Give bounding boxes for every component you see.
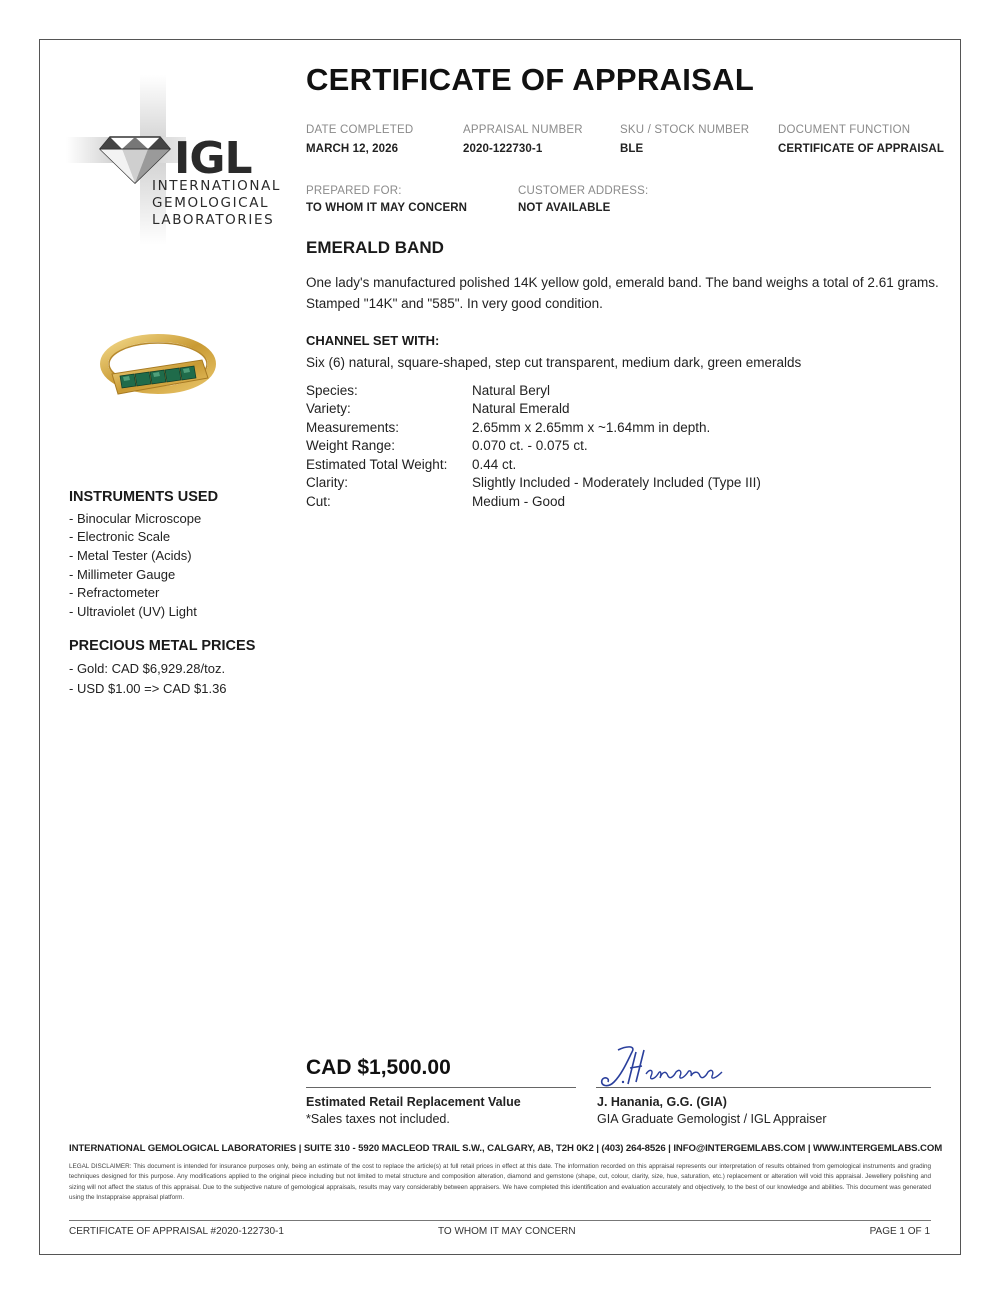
page-title: CERTIFICATE OF APPRAISAL [306,62,755,97]
spec-label: Clarity: [306,475,349,490]
spec-value: Slightly Included - Moderately Included (Type III) [472,475,761,490]
spec-value: 0.44 ct. [472,457,517,472]
appraisal-number-value: 2020-122730-1 [463,143,543,155]
logo-line: LABORATORIES [152,212,275,228]
setting-description: Six (6) natural, square-shaped, step cut transparent, medium dark, green emeralds [306,355,802,370]
metal-prices-heading: PRECIOUS METAL PRICES [69,638,256,654]
signature-rule [596,1087,931,1088]
footer-rule [69,1220,931,1221]
instrument-item: - Refractometer [69,585,160,600]
appraised-value: CAD $1,500.00 [306,1056,451,1079]
spec-label: Species: [306,383,358,398]
appraiser-title: GIA Graduate Gemologist / IGL Appraiser [597,1112,827,1126]
document-function-value: CERTIFICATE OF APPRAISAL [778,143,944,155]
date-completed-value: MARCH 12, 2026 [306,143,399,155]
spec-value: 2.65mm x 2.65mm x ~1.64mm in depth. [472,420,711,435]
instrument-item: - Binocular Microscope [69,511,202,526]
logo-line: INTERNATIONAL [152,178,282,194]
spec-value: Natural Beryl [472,383,551,398]
instrument-item: - Metal Tester (Acids) [69,548,192,563]
spec-label: Estimated Total Weight: [306,457,448,472]
metal-price-item: - USD $1.00 => CAD $1.36 [69,681,227,696]
spec-label: Weight Range: [306,438,396,453]
customer-address-label: CUSTOMER ADDRESS: [518,185,649,197]
instrument-item: - Electronic Scale [69,529,171,544]
spec-value: Natural Emerald [472,401,570,416]
logo-line: GEMOLOGICAL [152,195,270,211]
item-description: One lady's manufactured polished 14K yellow gold, emerald band. The band weighs a total of 2.61 grams. Stamped "14K" and "585". In very good condition. [306,275,939,311]
date-completed-label: DATE COMPLETED [306,124,414,136]
footer-page-number: PAGE 1 OF 1 [869,1226,930,1237]
logo-abbr: IGL [174,133,252,184]
legal-disclaimer: LEGAL DISCLAIMER: This document is intended for insurance purposes only, being an estimate of the cost to replace the article(s) at full retail prices in effect at this date. The information recorded on this appraisal represents our interpretation of results obtained from gemological instruments and grading techniques designed for this purpose. Any modifications applied to the original piece including but not limited to metal structure and composition alteration, diamond and gemstone (shape, cut, colour, clarity, size, hue, saturation, etc.) replacement or alteration will void this appraisal. Jewellery polishing and sizing will not affect the status of this appraisal. Due to the subjective nature of gemological appraisals, results may vary considerably between appraisers. We have completed this identification and evaluation accurately and objectively, to the best of our knowledge and abilities. This document was generated using the Instappraise appraisal platform. [69,1163,931,1202]
spec-label: Variety: [306,401,351,416]
instruments-heading: INSTRUMENTS USED [69,489,219,505]
sku-value: BLE [620,143,644,155]
prepared-for-value: TO WHOM IT MAY CONCERN [306,202,468,214]
appraisal-number-label: APPRAISAL NUMBER [463,124,583,136]
instrument-item: - Ultraviolet (UV) Light [69,604,197,619]
prepared-for-label: PREPARED FOR: [306,185,402,197]
emerald-band-image [96,322,226,412]
value-rule [306,1087,576,1088]
appraiser-signature [596,1042,736,1092]
item-heading: EMERALD BAND [306,238,444,257]
footer-certificate-number: CERTIFICATE OF APPRAISAL #2020-122730-1 [69,1226,284,1237]
sku-label: SKU / STOCK NUMBER [620,124,750,136]
spec-label: Cut: [306,494,331,509]
appraiser-name: J. Hanania, G.G. (GIA) [597,1095,727,1109]
spec-value: 0.070 ct. - 0.075 ct. [472,438,588,453]
customer-address-value: NOT AVAILABLE [518,202,611,214]
setting-heading: CHANNEL SET WITH: [306,333,440,348]
metal-price-item: - Gold: CAD $6,929.28/toz. [69,661,226,676]
document-function-label: DOCUMENT FUNCTION [778,124,911,136]
instrument-item: - Millimeter Gauge [69,567,176,582]
spec-value: Medium - Good [472,494,566,509]
logo-name [152,178,281,229]
value-label: Estimated Retail Replacement Value [306,1095,521,1109]
footer-recipient: TO WHOM IT MAY CONCERN [438,1226,576,1237]
company-info: INTERNATIONAL GEMOLOGICAL LABORATORIES | SUITE 310 - 5920 MACLEOD TRAIL S.W., CALGARY, AB, T2H 0K2 | (403) 264-8526 | INFO@INTERGEMLABS.COM | WWW.INTERGEMLABS.COM [69,1143,943,1154]
spec-label: Measurements: [306,420,400,435]
tax-note: *Sales taxes not included. [306,1112,450,1126]
